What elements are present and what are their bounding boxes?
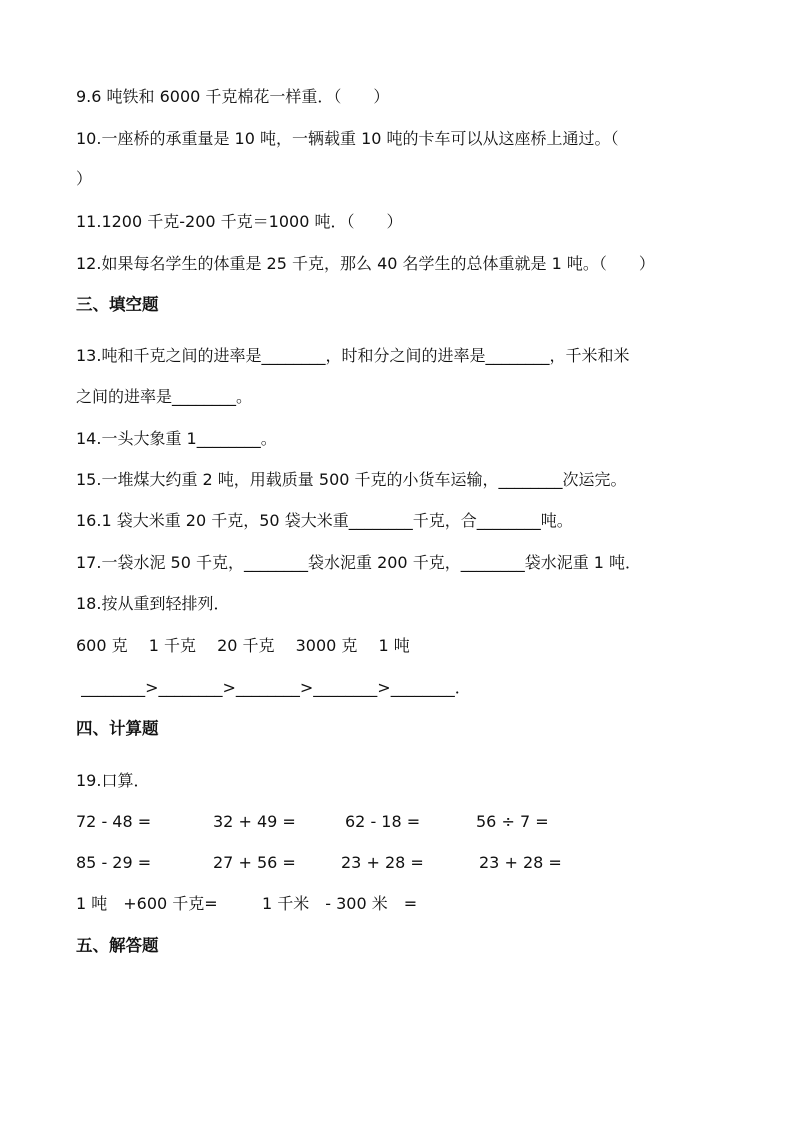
- question-10: 10.一座桥的承重量是 10 吨，一辆载重 10 吨的卡车可以从这座桥上通过。（: [76, 129, 619, 148]
- question-15: 15.一堆煤大约重 2 吨，用载质量 500 千克的小货车运输，________次运完。: [76, 470, 627, 489]
- question-13: 13.吨和千克之间的进率是________，时和分之间的进率是________，千米和米: [76, 346, 630, 365]
- question-16: 16.1 袋大米重 20 千克，50 袋大米重________千克，合________吨。: [76, 511, 573, 530]
- calc-item: 85 - 29 =: [76, 853, 152, 872]
- calc-item: 1 吨 +600 千克=: [76, 894, 218, 913]
- question-9: 9.6 吨铁和 6000 千克棉花一样重．（ ）: [76, 87, 390, 106]
- question-18-blanks: ________>________>________>________>________．: [76, 678, 471, 697]
- calc-item: 23 + 28 =: [479, 853, 562, 872]
- question-19: 19.口算．: [76, 771, 150, 790]
- calc-item: 32 + 49 =: [213, 812, 296, 831]
- calc-item: 72 - 48 =: [76, 812, 152, 831]
- question-13-continuation: 之间的进率是________。: [76, 387, 253, 406]
- section-3-title: 三、填空题: [76, 295, 159, 314]
- calc-item: 62 - 18 =: [345, 812, 421, 831]
- section-5-title: 五、解答题: [76, 936, 159, 955]
- question-17: 17.一袋水泥 50 千克，________袋水泥重 200 千克，________袋水泥重 1 吨．: [76, 553, 642, 572]
- section-4-title: 四、计算题: [76, 719, 159, 738]
- question-14: 14.一头大象重 1________。: [76, 429, 277, 448]
- question-18-items: 600 克 1 千克 20 千克 3000 克 1 吨: [76, 636, 410, 655]
- calc-item: 27 + 56 =: [213, 853, 296, 872]
- question-10-continuation: ）: [76, 169, 93, 188]
- calc-item: 56 ÷ 7 =: [476, 812, 549, 831]
- calc-item: 23 + 28 =: [341, 853, 424, 872]
- question-11: 11.1200 千克-200 千克＝1000 吨．（ ）: [76, 212, 403, 231]
- question-12: 12.如果每名学生的体重是 25 千克，那么 40 名学生的总体重就是 1 吨。（ ）: [76, 254, 655, 273]
- question-18: 18.按从重到轻排列．: [76, 594, 230, 613]
- calc-item: 1 千米 - 300 米 =: [262, 894, 418, 913]
